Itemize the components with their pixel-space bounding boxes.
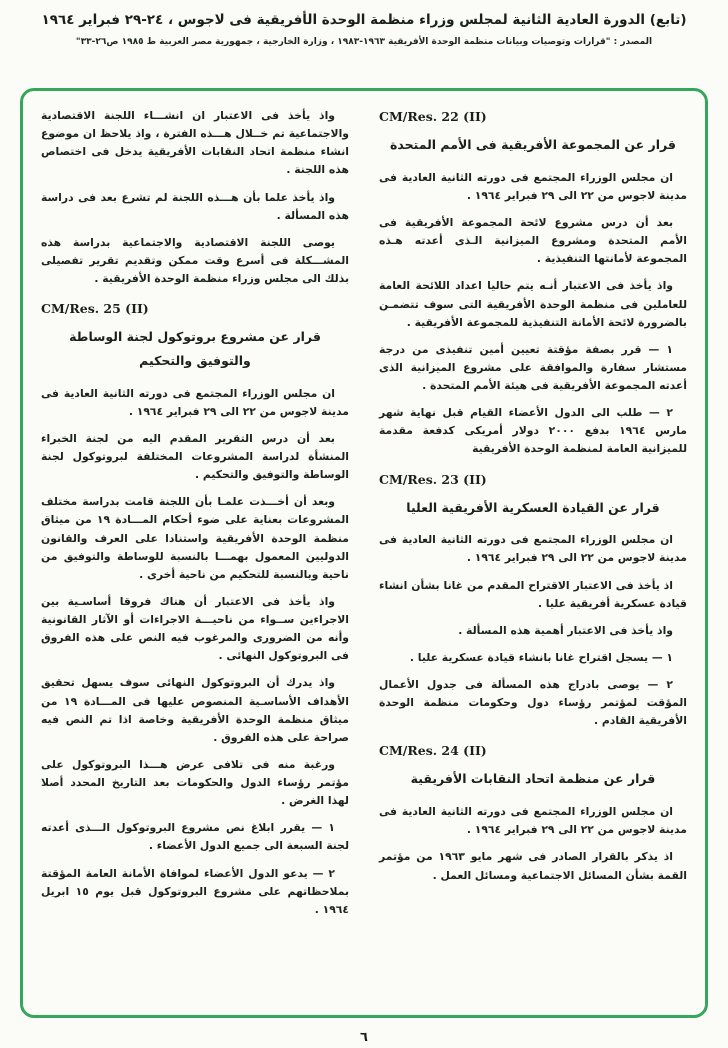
paragraph: ١ — يسجل اقتراح غانا بانشاء قيادة عسكرية عليا . [409,650,673,664]
document-header-source: المصدر : "قرارات وتوصيات وبيانات منظمة الوحدة الأفريقية ١٩٦٣-١٩٨٣ ، وزارة الخارجية ، جمهورية مصر العربية ط ١٩٨٥ ص٢٦-٣٣" [75,37,653,47]
document-header-title: (تابع) الدورة العادية الثانية لمجلس وزراء منظمة الوحدة الأفريقية فى لاجوس ، ٢٤-٢٩ فبراير ١٩٦٤ [41,12,687,28]
paragraph: ان مجلس الوزراء المجتمع فى دورته الثانية العادية فى مدينة لاجوس من ٢٢ الى ٢٩ فبراير ١٩٦٤ . [41,386,349,418]
paragraph: اذ يذكر بالقرار الصادر فى شهر مايو ١٩٦٣ من مؤتمر القمة بشأن المسائل الاجتماعية ومسائل العمل . [379,850,687,882]
resolution-number: CM/Res. 22 (II) [379,109,487,124]
paragraph: واذ يدرك أن البروتوكول النهائى سوف يسهل تحقيق الأهداف الأساسـية المنصوص عليها فى المـــادة ١٩ من ميثاق منظمة الوحدة الأفريقية وخاصة اذا تم النص فيه صراحة على هذه الفروق . [41,676,349,744]
column-right [379,107,687,1005]
resolution-title: قرار عن المجموعة الأفريقية فى الأمم المتحدة [389,137,676,152]
paragraph: ورغبة منه فى تلافى عرض هـــذا البروتوكول على مؤتمر رؤساء الدول والحكومات بعد التاريخ المحدد أصلا لهذا الغرض . [41,757,349,808]
paragraph: واذ يأخذ فى الاعتبار أهمية هذه المسألة . [458,623,673,637]
resolution-title: قرار عن القيادة العسكرية الأفريقية العليا [406,499,660,515]
paragraph: واذ يأخذ علما بأن هـــذه اللجنة لم تشرع بعد فى دراسة هذه المسألة . [41,190,349,222]
paragraph: يوصى اللجنة الاقتصادية والاجتماعية بدراسة هذه المشـــكلة فى أسرع وقت ممكن وتقديم تقرير تفصيلى بذلك الى مجلس وزراء منظمة الوحدة الأفريقية . [41,235,349,285]
paragraph: وبعد أن أخـــذت علمـا بأن اللجنة قامت بدراسة مختلف المشروعات بعناية على ضوء أحكام المـــادة ١٩ من ميثاق منظمة الوحدة الأفريقية واستنادا على العرف والقانون الدوليين المعمول بهمـــا بالنسبة للوساطة والتوفيق من ناحية وبالنسبة للتحكيم من ناحية أخرى . [41,495,349,581]
paragraph: ١ — يقرر ابلاغ نص مشروع البروتوكول الـــذى أعدته لجنة السبعة الى جميع الدول الأعضاء . [41,821,349,853]
paragraph: ٢ — يوصى بادراج هذه المسألة فى جدول الأعمال المؤقت لمؤتمر رؤساء دول وحكومات منظمة الوحدة الأفريقية القادم . [379,678,687,728]
document-header [0,0,728,47]
paragraph: ١ — قرر بصفة مؤقتة تعيين أمين تنفيذى من درجة مستشار سفارة والموافقة على مشروع الميزانية الذى أعدته المجموعة الأفريقية فى هيئة الأمم المتحدة . [379,342,687,392]
paragraph: واذ يأخذ فى الاعتبار أنـه يتم حاليا اعداد اللائحة العامة للعاملين فى منظمة الوحدة الأفريقية التى سوف تتضمـن بالضرورة لائحة الأمانة التنفيذية للمجموعة الأفريقية . [379,279,687,329]
resolution-number: CM/Res. 23 (II) [379,471,487,487]
content-border-box [20,88,708,1018]
paragraph: ان مجلس الوزراء المجتمع فى دورته الثانية العادية فى مدينة لاجوس من ٢٢ الى ٢٩ فبراير ١٩٦٤ . [379,170,687,202]
paragraph: ان مجلس الوزراء المجتمع فى دورته الثانية العادية فى مدينة لاجوس من ٢٢ الى ٢٩ فبراير ١٩٦٤ . [379,805,687,837]
paragraph: ٢ — يدعو الدول الأعضاء لموافاة الأمانة العامة المؤقتة بملاحظاتهم على مشروع البروتوكول قبل يوم ١٥ ابريل ١٩٦٤ . [41,866,350,916]
paragraph: واذ يأخذ فى الاعتبار ان انشـــاء اللجنة الاقتصادية والاجتماعية تم خــلال هـــذه الفترة ، واذ يلاحظ ان موضوع انشاء منظمة اتحاد النقابات الأفريقية يدخل فى اختصاص هذه اللجنة . [41,109,349,177]
column-left [41,107,349,1005]
paragraph: بعد أن درس مشروع لائحة المجموعة الأفريقية فى الأمم المتحدة ومشروع الميزانية الـذى أعدته هـذه المجموعة لأمانتها التنفيذية . [379,216,687,266]
paragraph: واذ يأخذ فى الاعتبار أن هناك فروقا أساسـية بين الاجراءين ســواء من ناحيـــة الاجراءات أو الآثار القانونية وأنه من الضرورى والمرغوب فيه النص على هذه الفروق فى البروتوكول النهائى . [41,594,349,663]
resolution-title: قرار عن مشروع بروتوكول لجنة الوساطة والتوفيق والتحكيم [69,329,321,368]
resolution-number: CM/Res. 24 (II) [379,743,487,759]
paragraph: اذ يأخذ فى الاعتبار الاقتراح المقدم من غانا بشأن انشاء قيادة عسكرية أفريقية عليا . [379,578,687,610]
paragraph: ٢ — طلب الى الدول الأعضاء القيام قبل نهاية شهر مارس ١٩٦٤ بدفع ٢٠٠٠ دولار أمريكى كدفعة مقدمة للميزانية العامة لمنظمة الوحدة الأفريقية [379,406,687,456]
page-number: ٦ [360,1030,368,1045]
paragraph: ان مجلس الوزراء المجتمع فى دورته الثانية العادية فى مدينة لاجوس من ٢٢ الى ٢٩ فبراير ١٩٦٤ . [379,533,687,565]
resolution-title: قرار عن منظمة اتحاد النقابات الأفريقية [410,771,656,787]
paragraph: بعد أن درس التقرير المقدم اليه من لجنة الخبراء المنشأة لدراسة المشروعات المختلفة لبروتوكول لجنة الوساطة والتوفيق والتحكيم . [41,431,349,482]
resolution-number: CM/Res. 25 (II) [41,301,149,317]
